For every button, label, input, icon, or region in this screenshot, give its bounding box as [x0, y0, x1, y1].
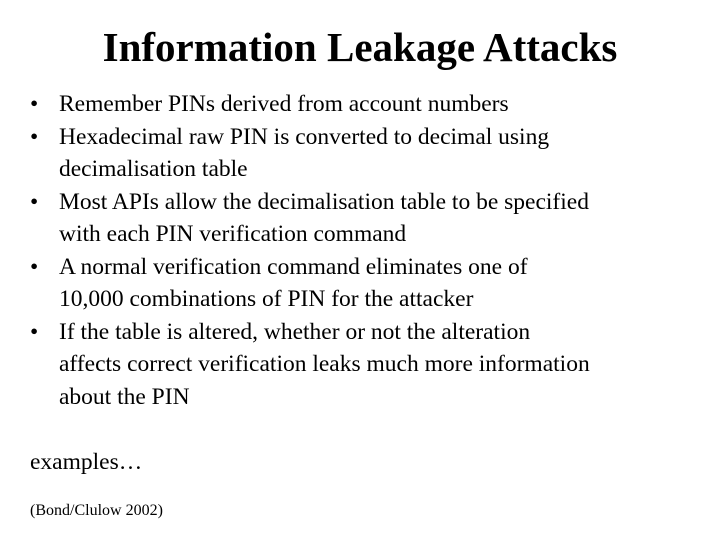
bullet-line: Remember PINs derived from account numbers: [59, 91, 509, 117]
bullet-line: 10,000 combinations of PIN for the attacker: [59, 286, 474, 312]
bullet-line: A normal verification command eliminates one of: [59, 253, 528, 280]
bullet-line: about the PIN: [59, 383, 190, 410]
bullet-item: [30, 251, 710, 316]
bullet-list: [30, 88, 710, 413]
bullet-line: Most APIs allow the decimalisation table to be specified: [59, 188, 589, 215]
bullet-icon: •: [30, 123, 39, 150]
bullet-line: with each PIN verification command: [59, 221, 407, 247]
bullet-item: [30, 88, 710, 121]
bullet-item: [30, 121, 710, 186]
slide-title: Information Leakage Attacks: [102, 24, 618, 70]
bullet-icon: •: [30, 91, 39, 117]
bullet-item: [30, 316, 710, 414]
bullet-icon: •: [30, 253, 39, 280]
examples-text: examples…: [30, 449, 143, 475]
bullet-line: affects correct verification leaks much more information: [59, 351, 590, 377]
bullet-item: [30, 186, 710, 251]
bullet-line: Hexadecimal raw PIN is converted to decimal using: [59, 123, 550, 150]
bullet-line: If the table is altered, whether or not the alteration: [59, 318, 531, 345]
bullet-icon: •: [30, 318, 39, 345]
citation-text: (Bond/Clulow 2002): [30, 502, 163, 519]
bullet-icon: •: [30, 188, 39, 215]
bullet-line: decimalisation table: [59, 156, 248, 182]
